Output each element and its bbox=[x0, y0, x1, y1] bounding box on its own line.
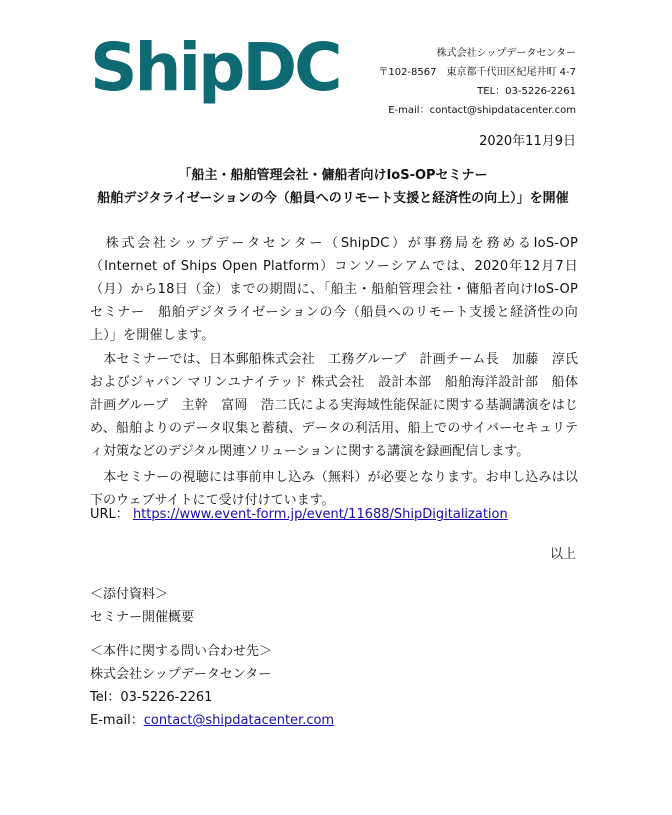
contact-email-line bbox=[90, 709, 334, 732]
company-tel: TEL：03-5226-2261 bbox=[477, 86, 576, 97]
attachment-item: セミナー開催概要 bbox=[90, 610, 195, 625]
company-name: 株式会社シップデータセンター bbox=[436, 48, 576, 59]
paragraph-registration: 本セミナーの視聴には事前申し込み（無料）が必要となります。お申し込みは以下のウェブサイトにて受け付けています。 bbox=[90, 470, 578, 508]
contact-name: 株式会社シップデータセンター bbox=[90, 667, 272, 682]
company-address: 〒102-8567 東京都千代田区紀尾井町 4-7 bbox=[378, 67, 576, 78]
contact-section bbox=[90, 640, 334, 732]
shipdc-logo: ShipDC bbox=[90, 29, 340, 106]
attachment-section bbox=[90, 583, 194, 629]
company-email: E-mail：contact@shipdatacenter.com bbox=[388, 105, 576, 116]
contact-heading: ＜本件に関する問い合わせ先＞ bbox=[90, 644, 273, 659]
contact-email-label: E-mail： bbox=[90, 713, 144, 728]
release-title bbox=[90, 164, 576, 210]
registration-link[interactable]: https://www.event-form.jp/event/11688/ShipDigitalization bbox=[132, 507, 508, 522]
title-line-1: 「船主・船舶管理会社・傭船者向けIoS-OPセミナー bbox=[178, 168, 488, 183]
title-line-2: 船舶デジタライゼーションの今（船員へのリモート支援と経済性の向上）」を開催 bbox=[97, 191, 569, 206]
contact-tel: Tel：03-5226-2261 bbox=[90, 690, 213, 705]
release-date: 2020年11月9日 bbox=[479, 134, 576, 149]
paragraph-details: 本セミナーでは、日本郵船株式会社 工務グループ 計画チーム長 加藤 淳氏およびジャパン マリンユナイテッド 株式会社 設計本部 船舶海洋設計部 船体計画グループ 主幹 富岡 浩二氏による実海域性能保証に関する基調講演をはじめ、船舶よりのデータ収集と蓄積、データの利活用、船上でのサイバーセキュリティ対策などのデジタル関連ソリューションに関する講演を録画配信します。 bbox=[90, 352, 578, 459]
company-info bbox=[378, 44, 576, 120]
closing-mark: 以上 bbox=[549, 547, 576, 562]
paragraph-intro: 株式会社シップデータセンター（ShipDC）が事務局を務めるIoS-OP（Internet of Ships Open Platform）コンソーシアムでは、2020年12月7日（月）から18日（金）までの期間に、「船主・船舶管理会社・傭船者向けIoS-OPセミナー 船舶デジタライゼーションの今（船員へのリモート支援と経済性の向上）」を開催します。 bbox=[90, 236, 578, 343]
url-line bbox=[90, 503, 508, 526]
contact-email-link[interactable]: contact@shipdatacenter.com bbox=[143, 713, 335, 728]
attachment-heading: ＜添付資料＞ bbox=[90, 587, 169, 602]
url-label: URL： bbox=[90, 507, 129, 522]
